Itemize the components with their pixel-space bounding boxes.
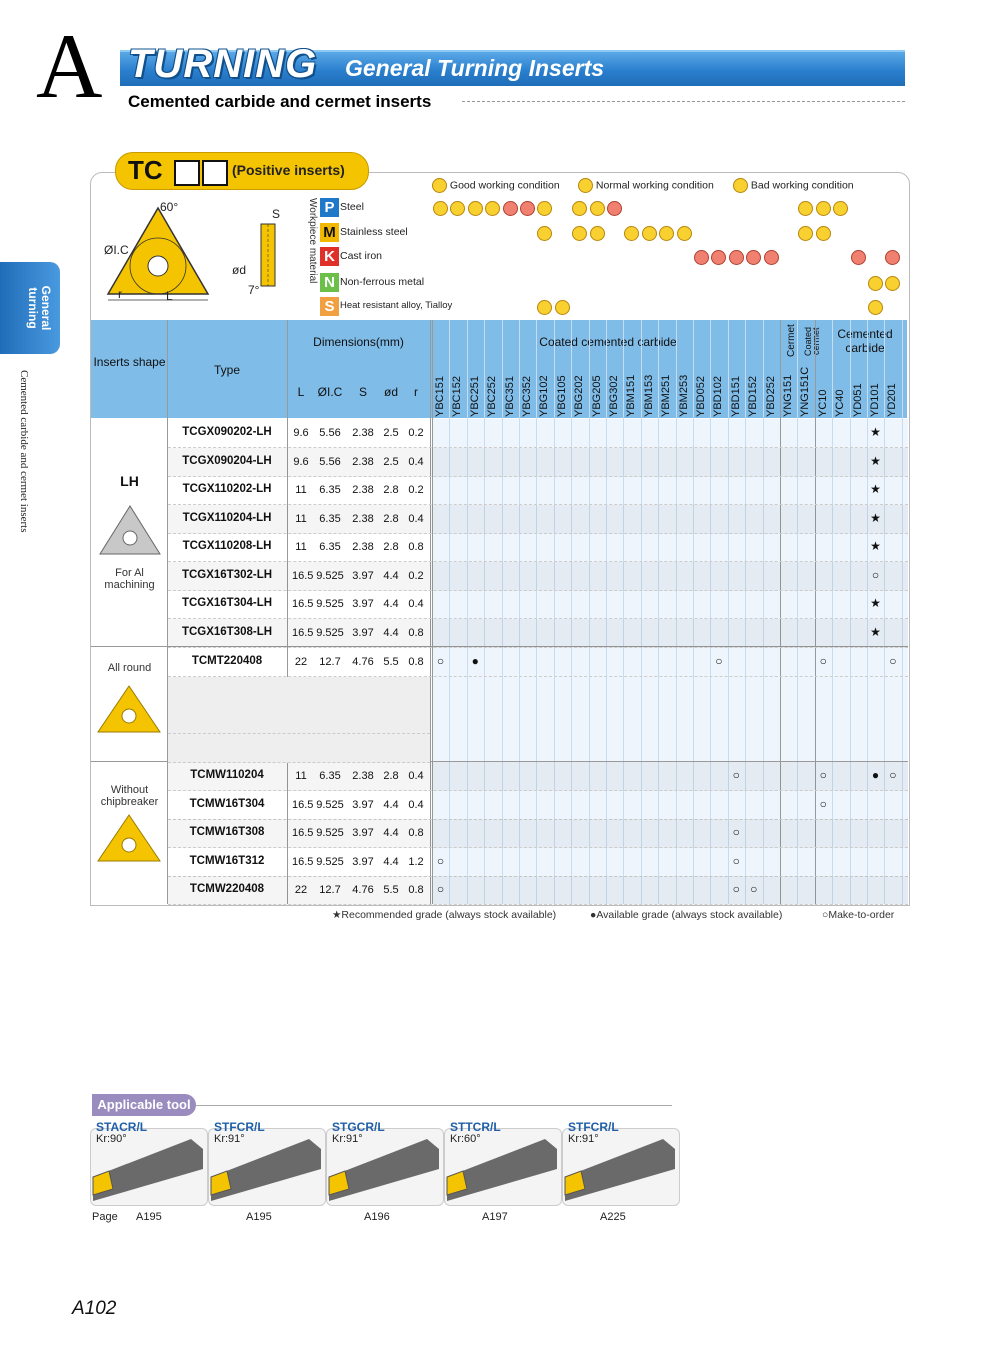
dim-value: 0.8 <box>408 884 424 896</box>
insert-type: TCGX110208-LH <box>182 540 272 552</box>
dim-header: r <box>414 385 418 399</box>
grade-header: YBG302 <box>608 375 620 417</box>
grade-header: YBC351 <box>503 376 516 417</box>
grade-header: YBG202 <box>573 375 586 417</box>
header-shape: Inserts shape <box>93 355 166 369</box>
dim-value: 4.4 <box>383 627 399 639</box>
star-icon: ★ <box>870 596 881 610</box>
legend-bad: Bad working condition <box>733 178 854 193</box>
code-box-1 <box>174 160 200 186</box>
ring-icon: ○ <box>871 568 880 582</box>
header-cermet: Cermet <box>786 324 797 358</box>
insert-type: TCMW110204 <box>190 769 264 781</box>
dim-value: 2.8 <box>383 770 399 782</box>
grade-header: YBC252 <box>486 376 499 417</box>
dim-value: 5.5 <box>383 656 399 668</box>
grade-header: YBD151 <box>729 376 742 417</box>
code-box-2 <box>202 160 228 186</box>
legend-good: Good working condition <box>432 178 560 193</box>
allround-insert-icon <box>96 684 162 734</box>
nochip-insert-icon <box>96 813 162 863</box>
table-row <box>168 619 908 648</box>
dim-value: 0.4 <box>408 598 424 610</box>
dim-value: 4.4 <box>383 598 399 610</box>
tool-page[interactable]: A195 <box>136 1211 162 1223</box>
tool-page[interactable]: A195 <box>246 1211 272 1223</box>
ring-icon: ○ <box>732 825 740 839</box>
dim-value: 9.525 <box>316 827 344 839</box>
grade-header: YC10 <box>816 389 829 417</box>
ring-icon: ○ <box>732 882 740 896</box>
grade-header: YD101 <box>869 383 881 417</box>
grade-header: YBM251 <box>660 374 673 417</box>
grade-header: YBC352 <box>521 376 533 417</box>
dim-value: 3.97 <box>352 570 374 582</box>
dim-header: S <box>358 385 367 399</box>
neutral-face-icon <box>677 226 692 241</box>
empty-row <box>168 705 430 734</box>
dim-value: 9.525 <box>316 799 344 811</box>
dim-value: 9.6 <box>293 456 309 468</box>
dim-value: 9.6 <box>293 427 309 439</box>
smile-icon <box>642 226 657 241</box>
grade-header: YD201 <box>886 383 899 417</box>
dim-value: 5.56 <box>319 427 341 439</box>
ring-icon: ○ <box>436 882 445 896</box>
page-title: General Turning Inserts <box>345 55 605 81</box>
dim-value: 4.4 <box>383 799 399 811</box>
lh-insert-icon <box>98 502 162 558</box>
dim-value: 5.5 <box>383 884 399 896</box>
group-note-nochip: Without chipbreaker <box>100 784 159 808</box>
section-letter: A <box>36 15 103 117</box>
diagram-s: S <box>272 207 281 221</box>
neutral-face-icon <box>468 201 483 216</box>
side-description: Cemented carbide and cermet inserts <box>18 370 30 533</box>
insert-type: TCMW16T308 <box>189 826 265 838</box>
workpiece-label: Workpiece material <box>307 198 318 284</box>
ring-icon: ○ <box>819 654 827 668</box>
wm-nonferrous: N Non-ferrous metal <box>320 272 430 294</box>
dim-value: 2.38 <box>352 770 374 782</box>
insert-type: TCMW16T304 <box>189 798 265 810</box>
dim-value: 16.5 <box>292 570 314 582</box>
tool-page[interactable]: A196 <box>364 1211 390 1223</box>
dim-value: 0.8 <box>408 627 424 639</box>
tool-name: STFCR/L <box>214 1120 265 1134</box>
tool-page[interactable]: A197 <box>482 1211 508 1223</box>
page-label: Page <box>92 1211 118 1223</box>
group-title-lh: LH <box>120 473 139 489</box>
tool-page[interactable]: A225 <box>600 1211 626 1223</box>
empty-row <box>168 734 430 763</box>
frown-icon <box>694 250 709 265</box>
dim-value: 16.5 <box>292 627 314 639</box>
smile-icon <box>432 178 447 193</box>
dim-value: 3.97 <box>352 627 374 639</box>
table-row <box>168 762 908 791</box>
insert-type: TCMW220408 <box>189 883 265 895</box>
dim-value: 4.76 <box>352 884 374 896</box>
dim-value: 0.2 <box>408 484 424 496</box>
tool-name: STTCR/L <box>450 1120 501 1134</box>
dim-value: 9.525 <box>316 598 344 610</box>
insert-type: TCGX090204-LH <box>182 455 272 467</box>
grade-header: YBM153 <box>642 374 655 417</box>
dim-value: 16.5 <box>292 827 314 839</box>
smile-icon <box>816 201 831 216</box>
smile-icon <box>816 226 831 241</box>
dim-value: 2.38 <box>352 513 374 525</box>
grade-header: YBD102 <box>712 376 725 417</box>
tool-name: STACR/L <box>96 1120 148 1134</box>
header-dims: Dimensions(mm) <box>313 335 404 349</box>
dim-value: 9.525 <box>316 856 344 868</box>
applicable-tool-label: Applicable tool <box>92 1094 196 1116</box>
dim-value: 0.4 <box>408 456 424 468</box>
insert-type: TCMW16T312 <box>189 855 265 867</box>
tool-kr: Kr:90° <box>96 1133 127 1145</box>
dim-value: 0.8 <box>408 656 424 668</box>
ring-icon: ○ <box>889 654 897 668</box>
insert-type: TCGX16T302-LH <box>181 569 273 581</box>
ring-icon: ○ <box>732 768 740 782</box>
dim-value: 6.35 <box>319 513 341 525</box>
side-tab-label: General turning <box>26 285 53 331</box>
smile-icon <box>555 300 570 315</box>
dim-value: 3.97 <box>352 598 374 610</box>
ring-icon: ○ <box>436 654 445 668</box>
neutral-face-icon <box>578 178 593 193</box>
dim-value: 11 <box>295 770 307 782</box>
dim-value: 12.7 <box>319 884 341 896</box>
diagram-r: r <box>118 287 122 301</box>
dim-header: L <box>297 385 305 399</box>
tool-kr: Kr:91° <box>332 1133 363 1145</box>
dim-value: 22 <box>294 656 308 668</box>
table-row <box>168 505 908 534</box>
table-row <box>168 533 908 562</box>
dim-header: ød <box>383 385 398 399</box>
dim-value: 4.76 <box>352 656 374 668</box>
header-carbide: Cemented carbide <box>837 327 893 355</box>
group-note-allround: All round <box>107 662 152 674</box>
smile-icon <box>868 300 883 315</box>
star-icon: ★ <box>870 425 881 439</box>
table-row <box>168 476 908 505</box>
grade-header: YBM151 <box>625 374 638 417</box>
insert-desc: (Positive inserts) <box>232 162 345 178</box>
table-row <box>168 791 908 820</box>
neutral-face-icon <box>590 226 605 241</box>
neutral-face-icon <box>868 276 883 291</box>
insert-type: TCGX16T304-LH <box>181 597 273 609</box>
dim-value: 6.35 <box>319 541 341 553</box>
dim-value: 11 <box>295 541 307 553</box>
legend-normal: Normal working condition <box>578 178 714 193</box>
ring-icon: ○ <box>889 768 897 782</box>
dim-value: 0.4 <box>408 513 424 525</box>
diagram-angle: 60° <box>160 200 179 214</box>
frown-icon <box>733 178 748 193</box>
dot-icon: ● <box>471 654 479 668</box>
footnote-dot: ●Available grade (always stock available) <box>590 909 783 921</box>
page-subtitle: Cemented carbide and cermet inserts <box>128 92 432 111</box>
ring-icon: ○ <box>732 854 740 868</box>
tool-name: STGCR/L <box>332 1120 385 1134</box>
header-type: Type <box>213 363 240 377</box>
empty-row <box>168 677 430 706</box>
table-row <box>168 448 908 477</box>
grade-header: YC40 <box>834 389 847 417</box>
dim-value: 1.2 <box>408 856 424 868</box>
grade-header: YBG205 <box>590 375 603 417</box>
dim-value: 4.4 <box>383 856 399 868</box>
dim-value: 16.5 <box>292 856 314 868</box>
dim-value: 3.97 <box>352 827 374 839</box>
frown-icon <box>851 250 866 265</box>
dim-value: 16.5 <box>292 598 314 610</box>
grade-header: YNG151C <box>799 366 812 417</box>
dim-value: 0.8 <box>408 827 424 839</box>
ring-icon: ○ <box>436 854 445 868</box>
neutral-face-icon <box>590 201 605 216</box>
diagram-l: L <box>166 289 173 303</box>
header-coated-cermet: Coated cermet <box>803 326 821 356</box>
dim-header: ØI.C <box>317 385 343 399</box>
ring-icon: ○ <box>715 654 723 668</box>
dim-value: 2.38 <box>352 541 374 553</box>
grade-header: YBD052 <box>695 376 707 417</box>
grade-header: YBC151 <box>434 376 446 417</box>
insert-type: TCGX110202-LH <box>182 483 272 495</box>
dim-value: 4.4 <box>383 570 399 582</box>
diagram-ic: ØI.C <box>104 243 129 257</box>
star-icon: ★ <box>870 625 881 639</box>
table-row <box>168 819 908 848</box>
dim-value: 11 <box>295 484 307 496</box>
wm-heat: S Heat resistant alloy, Tialloy <box>320 296 430 318</box>
dim-value: 6.35 <box>319 770 341 782</box>
table-row <box>168 648 908 677</box>
dim-value: 2.8 <box>383 541 399 553</box>
tool-kr: Kr:91° <box>568 1133 599 1145</box>
dim-value: 9.525 <box>316 570 344 582</box>
tool-kr: Kr:91° <box>214 1133 245 1145</box>
subtitle-divider <box>462 101 905 102</box>
frown-icon <box>729 250 744 265</box>
dim-value: 3.97 <box>352 799 374 811</box>
insert-type: TCGX16T308-LH <box>181 626 273 638</box>
tool-name: STFCR/L <box>568 1120 619 1134</box>
dim-value: 2.5 <box>383 427 399 439</box>
diagram-od: ød <box>232 263 247 277</box>
ring-icon: ○ <box>819 797 827 811</box>
tool-kr: Kr:60° <box>450 1133 481 1145</box>
grade-header: YBG102 <box>538 375 551 417</box>
wm-steel: P Steel <box>320 197 430 219</box>
star-icon: ★ <box>870 539 881 553</box>
footnote-star: ★Recommended grade (always stock available) <box>332 909 557 921</box>
dim-value: 0.4 <box>408 799 424 811</box>
insert-code: TC <box>128 155 163 185</box>
dim-value: 5.56 <box>319 456 341 468</box>
dim-value: 2.38 <box>352 484 374 496</box>
star-icon: ★ <box>870 454 881 468</box>
grade-header: YBD152 <box>747 376 760 417</box>
insert-type: TCMT220408 <box>191 655 263 667</box>
frown-icon <box>503 201 518 216</box>
dim-value: 2.38 <box>352 456 374 468</box>
footnote-ring: ○Make-to-order <box>822 909 895 921</box>
table-row <box>168 562 908 591</box>
diagram-relief: 7° <box>248 283 260 297</box>
dim-value: 16.5 <box>292 799 314 811</box>
dim-value: 0.2 <box>408 427 424 439</box>
section-title: TURNING <box>128 42 318 86</box>
grade-header: YBD252 <box>764 376 777 417</box>
wm-castiron: K Cast iron <box>320 246 430 268</box>
table-row <box>168 590 908 619</box>
table-row <box>168 419 908 448</box>
dim-value: 2.8 <box>383 484 399 496</box>
star-icon: ★ <box>870 511 881 525</box>
dim-value: 2.38 <box>352 427 374 439</box>
dim-value: 2.5 <box>383 456 399 468</box>
insert-type: TCGX110204-LH <box>182 512 272 524</box>
wm-stainless: M Stainless steel <box>320 222 430 244</box>
page-number: A102 <box>72 1298 117 1319</box>
smile-icon <box>433 201 448 216</box>
grade-header: YBC251 <box>468 376 481 417</box>
dim-value: 0.2 <box>408 570 424 582</box>
applicable-divider <box>196 1105 672 1106</box>
ring-icon: ○ <box>750 882 758 896</box>
star-icon: ★ <box>870 482 881 496</box>
dim-value: 9.525 <box>316 627 344 639</box>
frown-icon <box>764 250 779 265</box>
insert-type: TCGX090202-LH <box>182 426 272 438</box>
ring-icon: ○ <box>819 768 827 782</box>
grade-header: YD051 <box>851 383 864 417</box>
dim-value: 2.8 <box>383 513 399 525</box>
frown-icon <box>520 201 535 216</box>
dim-value: 12.7 <box>319 656 341 668</box>
grade-header: YBG105 <box>555 375 568 417</box>
group-note-lh: For Al machining <box>104 567 155 591</box>
table-row <box>168 876 908 905</box>
dim-value: 22 <box>294 884 308 896</box>
dim-value: 3.97 <box>352 856 374 868</box>
dim-value: 0.8 <box>408 541 424 553</box>
header-coated: Coated cemented carbide <box>539 335 677 349</box>
frown-icon <box>607 201 622 216</box>
grade-header: YBC152 <box>451 376 464 417</box>
dim-value: 11 <box>295 513 307 525</box>
dot-icon: ● <box>871 768 880 782</box>
dim-value: 0.4 <box>408 770 424 782</box>
dim-value: 6.35 <box>319 484 341 496</box>
table-row <box>168 848 908 877</box>
dim-value: 4.4 <box>383 827 399 839</box>
grade-header: YNG151 <box>782 374 794 417</box>
grade-header: YBM253 <box>677 374 690 417</box>
